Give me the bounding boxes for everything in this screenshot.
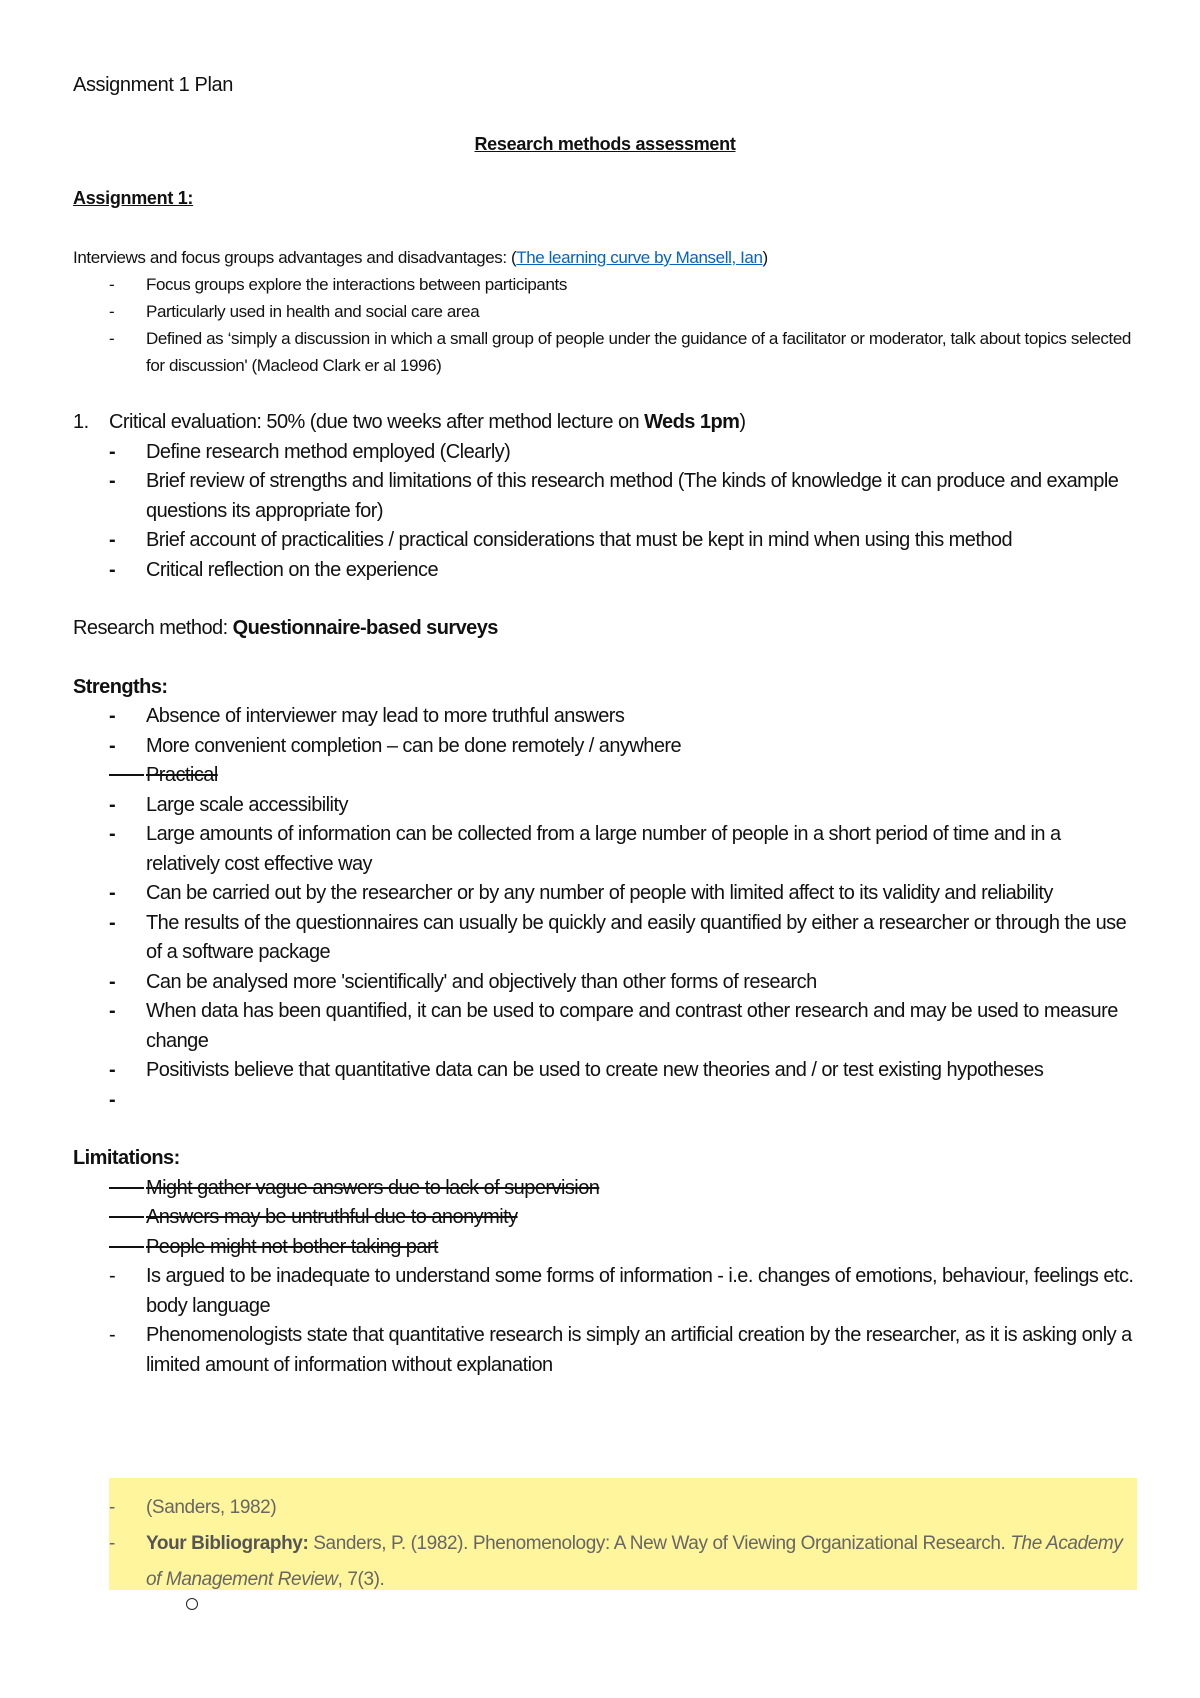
item-text: Large scale accessibility	[146, 793, 348, 816]
dash-bullet: -	[109, 882, 116, 904]
item-text: Positivists believe that quantitative data can be used to create new theories and / or test existing hypotheses	[146, 1059, 1044, 1081]
empty-list-item	[73, 1086, 1138, 1116]
dash-bullet: -	[109, 470, 116, 492]
bib-label: Your Bibliography:	[146, 1533, 309, 1554]
struck-item	[73, 1203, 1138, 1233]
item-text: Phenomenologists state that quantitative research is simply an artificial creation by the researcher, as it is asking only a limited amount of information without explanation	[146, 1324, 1132, 1376]
list-item	[73, 271, 1133, 298]
list-item	[73, 968, 1138, 998]
intro-text: Interviews and focus groups advantages and disadvantages: (	[73, 248, 517, 267]
dash-bullet: -	[109, 793, 116, 816]
intro-list	[73, 271, 1133, 379]
list-item	[73, 1321, 1138, 1380]
list-item	[73, 438, 1138, 468]
main-section	[73, 408, 1138, 1380]
item-text: Might gather vague answers due to lack of supervision	[146, 1176, 600, 1199]
item-text: More convenient completion – can be done remotely / anywhere	[146, 734, 682, 757]
dash-bullet: -	[109, 970, 116, 993]
dash-bullet: -	[109, 302, 115, 321]
limitations-label: Limitations:	[73, 1147, 180, 1169]
assignment-label: Assignment 1:	[73, 188, 194, 208]
item-text: Brief review of strengths and limitations of this research method (The kinds of knowledge it can produce and example questions its appropriate for)	[146, 470, 1119, 522]
item-text: People might not bother taking part	[146, 1235, 439, 1258]
critical-list	[73, 438, 1138, 586]
list-item	[73, 820, 1138, 879]
dash-bullet: -	[109, 1497, 115, 1518]
list-item	[73, 997, 1138, 1056]
section-heading: Research methods assessment	[474, 134, 736, 154]
dash-bullet: -	[109, 1533, 115, 1554]
item-text: When data has been quantified, it can be used to compare and contrast other research and may be used to measure change	[146, 1000, 1118, 1052]
dash-bullet	[109, 1233, 144, 1263]
dash-bullet: -	[109, 1265, 116, 1287]
strengths-label: Strengths:	[73, 675, 168, 698]
list-item	[73, 1056, 1138, 1086]
dash-bullet: -	[109, 1324, 116, 1346]
citation-short	[73, 1490, 1138, 1526]
list-item	[73, 909, 1138, 968]
item-text: Practical	[146, 764, 218, 786]
item-text: Large amounts of information can be collected from a large number of people in a short period of time and in a relatively cost effective way	[146, 823, 1061, 875]
critical-text: Critical evaluation: 50% (due two weeks after method lecture on	[109, 411, 645, 433]
citation-section	[73, 1490, 1138, 1598]
list-item	[73, 556, 1138, 586]
dash-bullet: -	[109, 1059, 116, 1081]
bib-text: Sanders, P. (1982). Phenomenology: A New Way of Viewing Organizational Research.	[308, 1533, 1011, 1554]
item-text: (Sanders, 1982)	[146, 1497, 277, 1518]
item-text: Define research method employed (Clearly)	[146, 440, 511, 463]
dash-bullet: -	[109, 734, 116, 757]
citation-list	[73, 1490, 1138, 1598]
dash-bullet: -	[109, 329, 115, 348]
circle-bullet-icon	[186, 1598, 198, 1610]
dash-bullet	[109, 1203, 144, 1233]
item-text: Can be analysed more 'scientifically' and objectively than other forms of research	[146, 970, 817, 993]
intro-line	[73, 244, 1133, 271]
item-text: Is argued to be inadequate to understand some forms of information - i.e. changes of emotions, behaviour, feelings etc. body language	[146, 1265, 1134, 1317]
reference-link[interactable]: The learning curve by Mansell, Ian	[516, 248, 763, 267]
item-text: Answers may be untruthful due to anonymity	[146, 1206, 518, 1228]
struck-item	[73, 761, 1138, 791]
struck-item	[73, 1233, 1138, 1263]
number: 1.	[73, 411, 89, 433]
method-label: Research method:	[73, 617, 233, 639]
list-item	[73, 1262, 1138, 1321]
limitations-list	[73, 1174, 1138, 1381]
item-text: The results of the questionnaires can usually be quickly and easily quantified by either a researcher or through the use of a software package	[146, 911, 1127, 963]
dash-bullet: -	[109, 440, 116, 463]
critical-close: )	[739, 411, 746, 433]
item-text: Critical reflection on the experience	[146, 558, 439, 581]
list-item	[73, 526, 1138, 556]
research-method	[73, 614, 1138, 644]
dash-bullet: -	[109, 823, 116, 845]
dash-bullet: -	[109, 529, 116, 551]
bibliography-entry	[73, 1526, 1138, 1598]
dash-bullet: -	[109, 911, 116, 934]
struck-item	[73, 1174, 1138, 1204]
list-item	[73, 732, 1138, 762]
item-text: Brief account of practicalities / practical considerations that must be kept in mind when using this method	[146, 529, 1013, 551]
critical-heading	[73, 408, 1138, 438]
item-text: Defined as ‘simply a discussion in which a small group of people under the guidance of a facilitator or moderator, talk about topics selected for discussion' (Macleod Clark er al 1996)	[146, 329, 1131, 375]
list-item	[73, 467, 1138, 526]
document-title: Assignment 1 Plan	[73, 74, 233, 96]
list-item	[73, 791, 1138, 821]
list-item	[73, 879, 1138, 909]
item-text: Can be carried out by the researcher or by any number of people with limited affect to its validity and reliability	[146, 882, 1053, 904]
dash-bullet: -	[109, 558, 116, 581]
bib-journal: The Academy of Management Review	[146, 1533, 1123, 1590]
dash-bullet: -	[109, 275, 115, 294]
dash-bullet: -	[109, 1088, 116, 1111]
critical-bold: Weds 1pm	[644, 411, 740, 433]
dash-bullet: -	[109, 1000, 116, 1022]
item-text: Particularly used in health and social care area	[146, 302, 480, 321]
strengths-list	[73, 702, 1138, 1115]
item-text: Focus groups explore the interactions between participants	[146, 275, 567, 294]
dash-bullet	[109, 761, 144, 791]
dash-bullet	[109, 1174, 144, 1204]
method-value: Questionnaire-based surveys	[232, 617, 498, 639]
bib-end: , 7(3).	[337, 1569, 385, 1590]
list-item	[73, 702, 1138, 732]
list-item	[73, 325, 1133, 379]
list-item	[73, 298, 1133, 325]
intro-section	[73, 244, 1133, 379]
intro-close: )	[762, 248, 768, 267]
dash-bullet: -	[109, 705, 116, 727]
item-text: Absence of interviewer may lead to more truthful answers	[146, 705, 625, 727]
